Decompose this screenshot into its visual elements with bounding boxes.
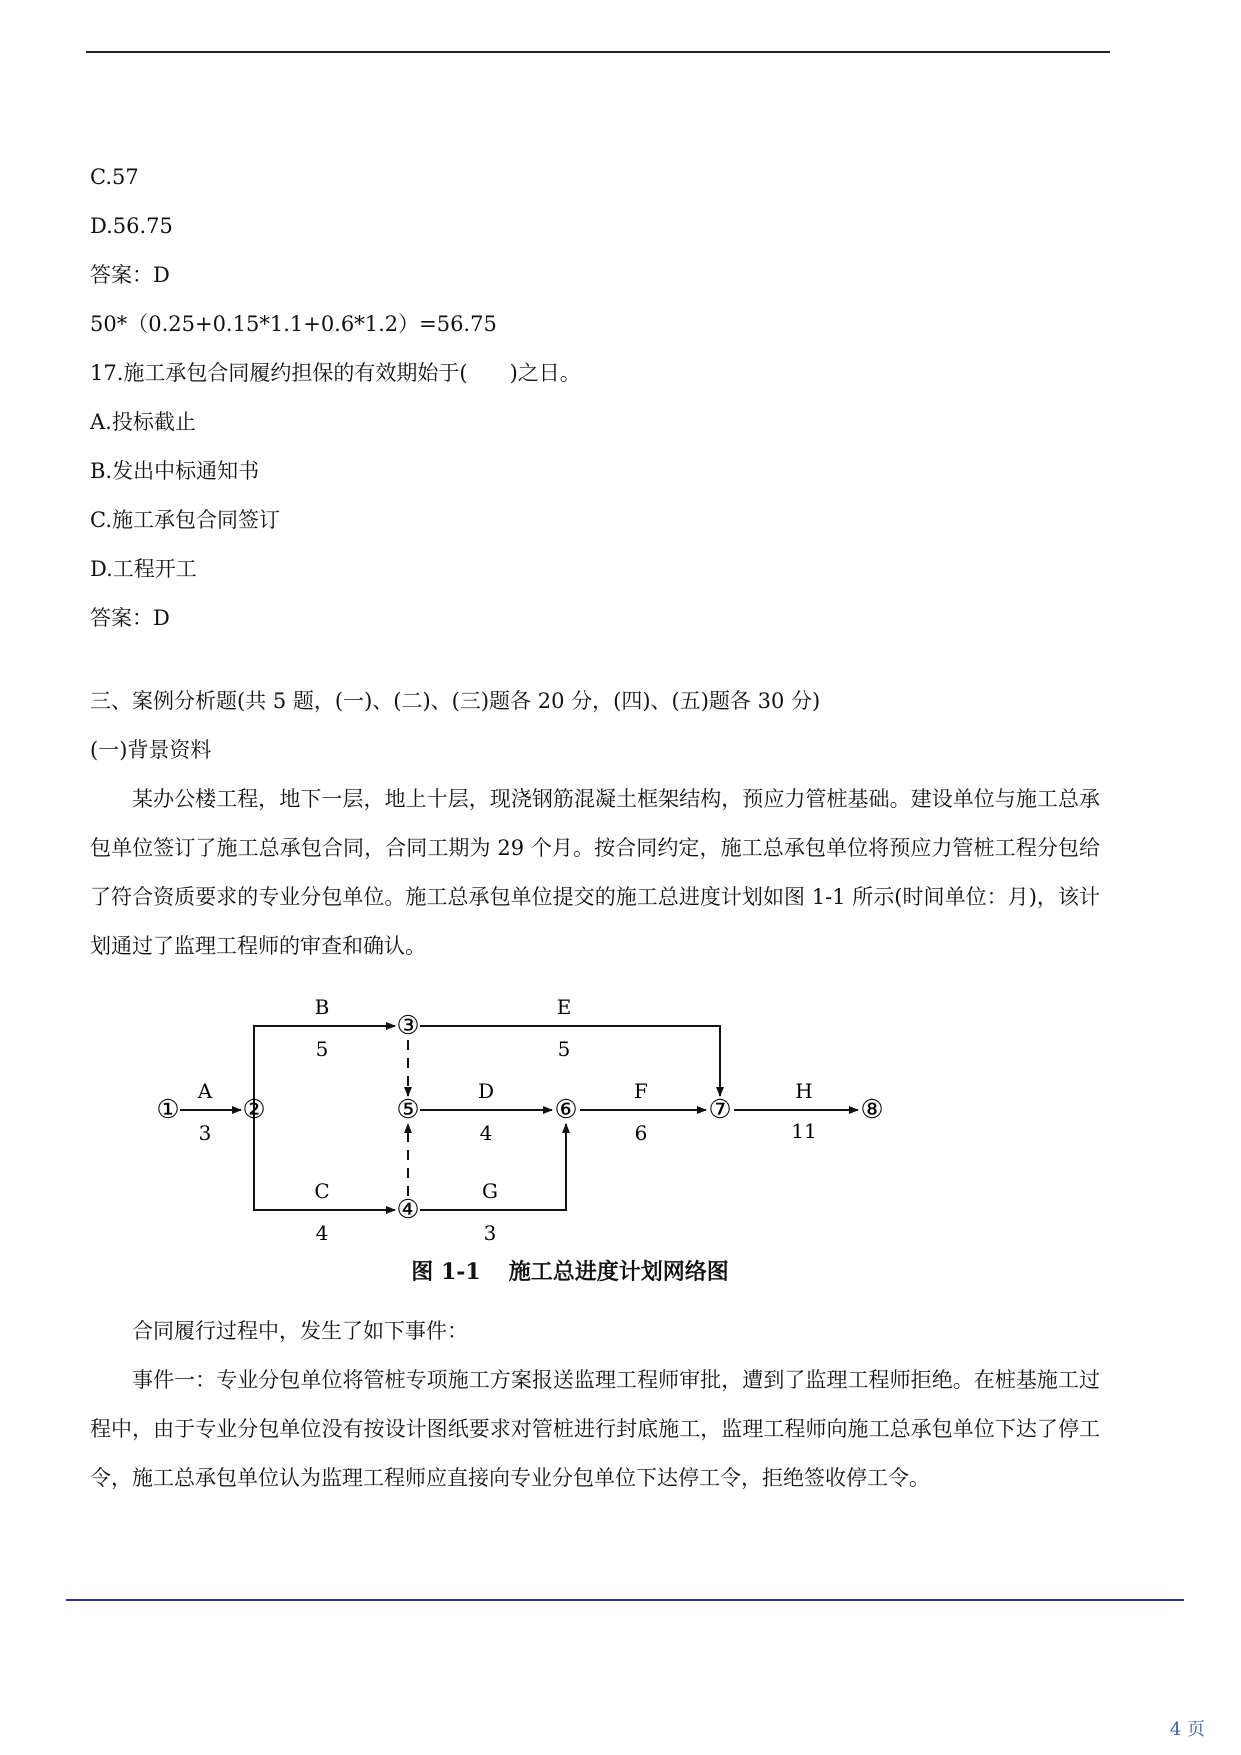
node-1: ① — [156, 1095, 180, 1125]
label-e: E — [556, 995, 572, 1019]
node-3: ③ — [396, 1011, 420, 1041]
calculation: 50*（0.25+0.15*1.1+0.6*1.2）=56.75 — [90, 312, 497, 336]
footer-rule — [66, 1599, 1184, 1601]
q17-option-d: D.工程开工 — [90, 557, 197, 581]
figure-caption-title: 施工总进度计划网络图 — [508, 1259, 729, 1285]
event-one-paragraph — [90, 1356, 1100, 1503]
node-7: ⑦ — [708, 1095, 732, 1125]
duration-g: 3 — [483, 1221, 497, 1245]
node-8: ⑧ — [860, 1095, 884, 1125]
event-one-text: 事件一：专业分包单位将管桩专项施工方案报送监理工程师审批，遭到了监理工程师拒绝。在桩基施工过程中，由于专业分包单位没有按设计图纸要求对管桩进行封底施工，监理工程师向施工总承包单位下达了停工令，施工总承包单位认为监理工程师应直接向专业分包单位下达停工令，拒绝签收停工令。 — [90, 1368, 1100, 1490]
label-a: A — [197, 1079, 213, 1103]
case-title: (一)背景资料 — [90, 738, 212, 762]
label-d: D — [477, 1079, 495, 1103]
question-17: 17.施工承包合同履约担保的有效期始于( )之日。 — [90, 361, 581, 385]
network-diagram — [0, 990, 1241, 1250]
node-4: ④ — [396, 1195, 420, 1225]
q17-option-a: A.投标截止 — [90, 410, 196, 434]
node-2: ② — [242, 1095, 266, 1125]
duration-c: 4 — [315, 1221, 329, 1245]
section-heading: 三、案例分析题(共 5 题，(一)、(二)、(三)题各 20 分，(四)、(五)题各 30 分) — [90, 689, 821, 713]
label-c: C — [314, 1179, 330, 1203]
duration-e: 5 — [557, 1037, 571, 1061]
duration-h: 11 — [791, 1119, 817, 1143]
figure-caption-number: 图 1-1 — [411, 1259, 481, 1285]
header-rule — [86, 51, 1110, 53]
q17-option-b: B.发出中标通知书 — [90, 459, 260, 483]
node-6: ⑥ — [554, 1095, 578, 1125]
case-paragraph — [90, 775, 1100, 971]
figure-caption — [0, 1255, 1140, 1286]
answer-16: 答案：D — [90, 263, 170, 287]
label-b: B — [314, 995, 330, 1019]
events-intro-text: 合同履行过程中，发生了如下事件： — [132, 1319, 468, 1343]
duration-f: 6 — [634, 1121, 648, 1145]
node-5: ⑤ — [396, 1095, 420, 1125]
duration-a: 3 — [198, 1121, 212, 1145]
duration-d: 4 — [479, 1121, 493, 1145]
label-g: G — [482, 1179, 498, 1203]
duration-b: 5 — [315, 1037, 329, 1061]
page-number: 4 页 — [1169, 1719, 1205, 1740]
label-f: F — [634, 1079, 648, 1103]
answer-17: 答案：D — [90, 606, 170, 630]
case-paragraph-text: 某办公楼工程，地下一层，地上十层，现浇钢筋混凝土框架结构，预应力管桩基础。建设单位与施工总承包单位签订了施工总承包合同，合同工期为 29 个月。按合同约定，施工总承包单位将预应力管桩工程分包给了符合资质要求的专业分包单位。施工总承包单位提交的施工总进度计划如图 1-1 所示(时间单位：月)，该计划通过了监理工程师的审查和确认。 — [90, 787, 1100, 958]
events-intro — [90, 1307, 1100, 1356]
option-c: C.57 — [90, 165, 139, 189]
q17-option-c: C.施工承包合同签订 — [90, 508, 280, 532]
label-h: H — [795, 1079, 813, 1103]
option-d: D.56.75 — [90, 214, 173, 238]
